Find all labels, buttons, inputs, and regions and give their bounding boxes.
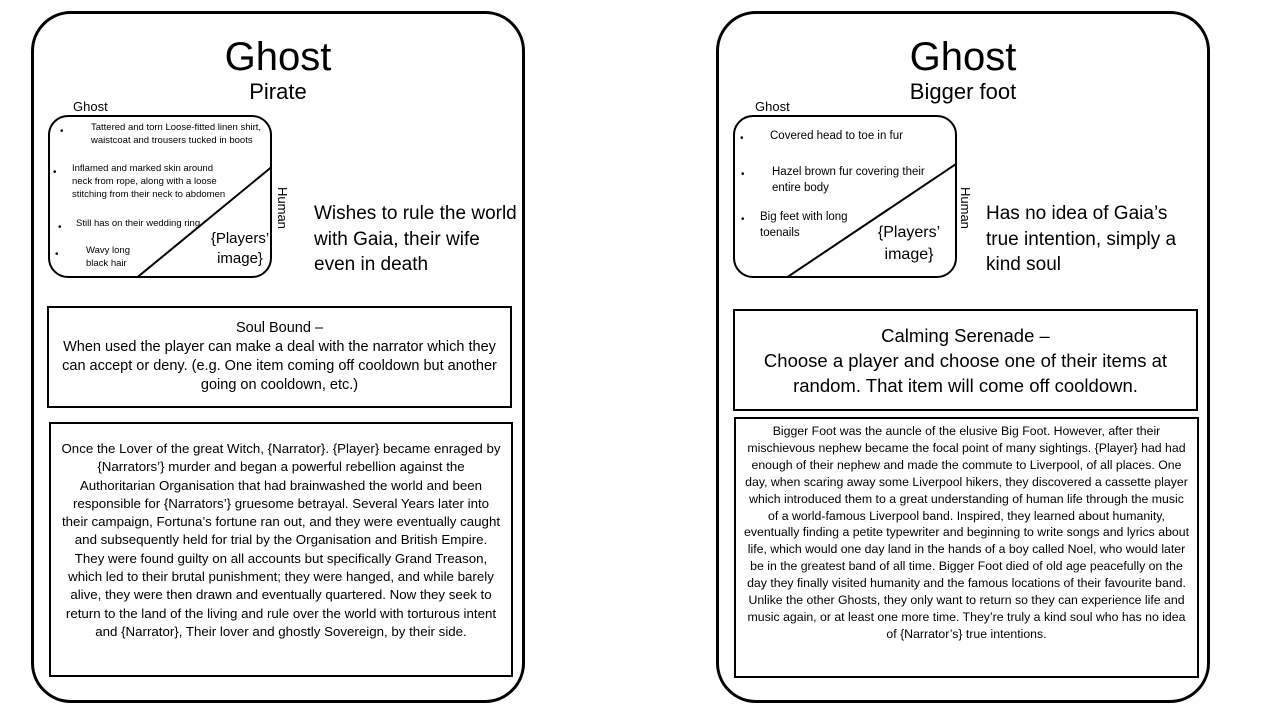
lore-box <box>734 417 1199 678</box>
ability-box <box>47 306 512 408</box>
trait-item: Tattered and torn Loose-fitted linen shirt, waistcoat and trousers tucked in boots <box>91 122 262 146</box>
trait-bullet-icon: • <box>55 249 59 260</box>
character-image-box <box>48 115 272 278</box>
trait-item: Inflamed and marked skin around neck from rope, along with a loose stitching from their neck to abdomen <box>72 163 226 200</box>
human-label: Human <box>275 187 290 229</box>
trait-bullet-icon: • <box>58 222 62 233</box>
players-image-placeholder: {Players’ image} <box>877 224 941 263</box>
players-image-placeholder: {Players’ image} <box>210 230 270 267</box>
trait-item: Hazel brown fur covering their entire body <box>772 166 925 194</box>
card-subtitle: Pirate <box>249 79 307 104</box>
card-title: Ghost <box>909 35 1017 79</box>
ghost-label: Ghost <box>755 99 790 114</box>
character-card-pirate <box>31 11 525 703</box>
trait-item: Wavy long black hair <box>86 245 130 269</box>
ability-title: Soul Bound – <box>235 320 324 336</box>
trait-bullet-icon: • <box>53 167 57 178</box>
trait-item: Covered head to toe in fur <box>770 130 903 142</box>
trait-bullet-icon: • <box>740 133 744 144</box>
character-wish: Wishes to rule the world with Gaia, their wife even in death <box>314 203 517 275</box>
character-image-box <box>733 115 957 278</box>
trait-item: Still has on their wedding ring <box>76 218 201 229</box>
lore-box <box>49 422 513 677</box>
trait-bullet-icon: • <box>741 169 745 180</box>
ability-text: When used the player can make a deal with the narrator which they can accept or deny. (e.g. One item coming off cooldown but another going on cooldown, etc.) <box>62 339 497 393</box>
ability-text: Choose a player and choose one of their items at random. That item will come off cooldown. <box>763 349 1168 396</box>
lore-text: Once the Lover of the great Witch, {Narrator}. {Player} became enraged by {Narrators’} murder and began a powerful rebellion against the Authoritarian Organisation that had brainwashed the world and been responsible for {Narrators’} gruesome betrayal. Several Years later into their campaign, Fortuna’s fortune ran out, and they were eventually caught and subsequently held for trial by the Organisation and British Empire. They were found guilty on all accounts but specifically Grand Treason, which led to their brutal punishment; they were hanged, and while barely alive, they were then drawn and eventually quartered. Now they seek to return to the land of the living and rule over the world with torturous intent and {Narrator}, Their lover and ghostly Sovereign, by their side. <box>61 441 501 639</box>
character-wish: Has no idea of Gaia’s true intention, simply a kind soul <box>986 203 1177 275</box>
human-label: Human <box>958 187 973 229</box>
trait-bullet-icon: • <box>741 214 745 225</box>
ability-box <box>733 309 1198 411</box>
ability-title: Calming Serenade – <box>881 324 1050 346</box>
card-subtitle: Bigger foot <box>909 79 1017 104</box>
ghost-label: Ghost <box>73 99 108 114</box>
character-card-bigger-foot <box>716 11 1210 703</box>
trait-bullet-icon: • <box>60 126 64 137</box>
trait-item: Big feet with long toenails <box>760 211 848 239</box>
lore-text: Bigger Foot was the auncle of the elusive Big Foot. However, after their mischievous nephew became the focal point of many sightings. {Player} had had enough of their nephew and made the commute to Liverpool, of all places. One day, when scaring away some Liverpool hikers, they discovered a cassette player which introduced them to a great understanding of human life through the music of a world-famous Liverpool band. Inspired, they learned about humanity, eventually finding a petite typewriter and beginning to write songs and lyrics about life, which would one day land in the hands of a boy called Noel, who would later be in the greatest band of all time. Bigger Foot died of old age peacefully on the day they finally visited humanity and the famous locations of their favourite band. Unlike the other Ghosts, they only want to return so they can experience life and music again, or at least one more time. They’re truly a kind soul who has no idea of {Narrator’s} true intentions. <box>744 424 1190 641</box>
card-title: Ghost <box>224 35 332 79</box>
